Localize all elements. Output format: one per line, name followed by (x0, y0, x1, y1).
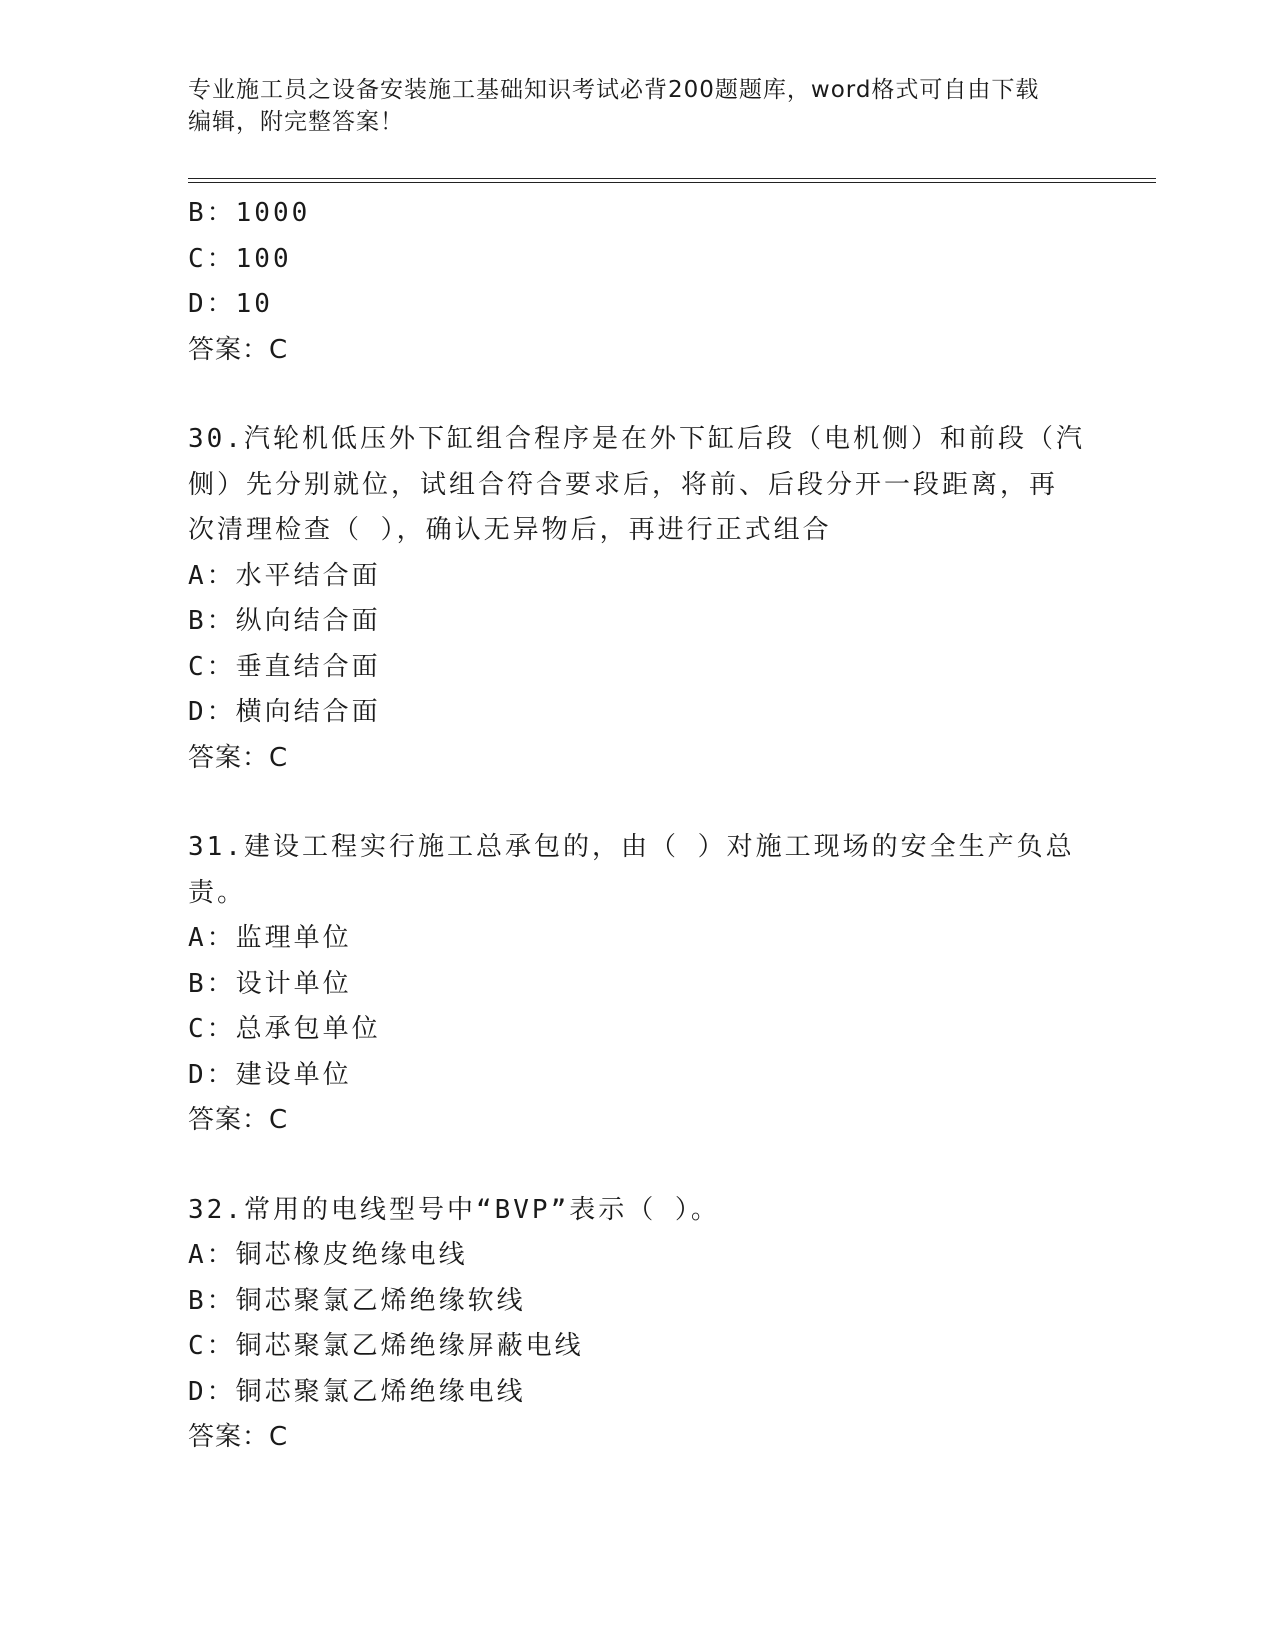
answer-label: 答案：C (188, 1422, 289, 1452)
option-a: A：水平结合面 (188, 560, 381, 591)
option-c: C：总承包单位 (188, 1014, 381, 1044)
header-divider (188, 178, 1156, 183)
question-stem-line: 次清理检查（ ），确认无异物后，再进行正式组合 (188, 515, 832, 545)
option-b: B：1000 (188, 198, 311, 228)
answer-label: 答案：C (188, 742, 289, 773)
question-stem-line: 32.常用的电线型号中“BVP”表示（ ）。 (188, 1194, 720, 1225)
question-stem-line: 责。 (188, 877, 247, 908)
question-block-30 (188, 417, 1088, 781)
document-header (188, 74, 1068, 138)
option-a: A：铜芯橡皮绝缘电线 (188, 1240, 468, 1270)
header-title-line-2: 编辑，附完整答案！ (188, 109, 404, 135)
question-block-29 (188, 191, 1088, 373)
option-d: D：10 (188, 289, 273, 319)
option-d: D：铜芯聚氯乙烯绝缘电线 (188, 1376, 526, 1407)
question-stem-line: 侧）先分别就位，试组合符合要求后，将前、后段分开一段距离，再 (188, 469, 1059, 500)
option-c: C：垂直结合面 (188, 651, 381, 682)
option-b: B：铜芯聚氯乙烯绝缘软线 (188, 1285, 526, 1316)
option-d: D：建设单位 (188, 1059, 352, 1090)
option-b: B：纵向结合面 (188, 606, 381, 636)
option-d: D：横向结合面 (188, 697, 381, 727)
question-stem-line: 31.建设工程实行施工总承包的，由（ ）对施工现场的安全生产负总 (188, 832, 1075, 862)
question-stem-line: 30.汽轮机低压外下缸组合程序是在外下缸后段（电机侧）和前段（汽 (188, 424, 1085, 454)
option-c: C：100 (188, 243, 292, 274)
answer-label: 答案：C (188, 334, 289, 365)
question-block-32 (188, 1188, 1088, 1461)
question-block-31 (188, 825, 1088, 1144)
question-list (188, 191, 1088, 1461)
header-title-line-1: 专业施工员之设备安装施工基础知识考试必背200题题库，word格式可自由下载 (188, 77, 1040, 103)
option-a: A：监理单位 (188, 923, 352, 953)
option-b: B：设计单位 (188, 968, 352, 999)
answer-label: 答案：C (188, 1105, 289, 1135)
option-c: C：铜芯聚氯乙烯绝缘屏蔽电线 (188, 1331, 584, 1361)
